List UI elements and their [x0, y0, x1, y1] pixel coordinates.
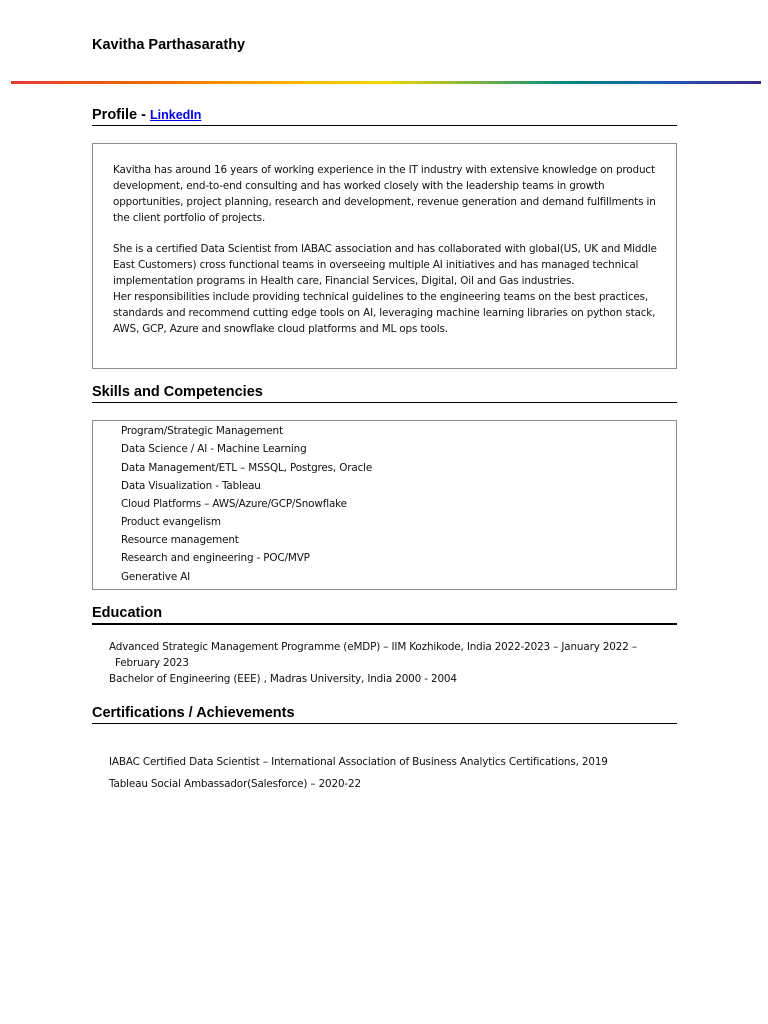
profile-paragraph-3: Her responsibilities include providing technical guidelines to the engineering teams on the best practices, standards and recommend cutting edge tools on AI, leveraging machine learning libraries on python stack, AWS, GCP, Azure and snowflake cloud platforms and ML ops tools. — [113, 291, 656, 335]
linkedin-link[interactable]: LinkedIn — [150, 108, 202, 122]
certifications-heading: Certifications / Achievements — [92, 705, 295, 721]
list-item: Product evangelism — [121, 516, 221, 528]
certification-item-1: IABAC Certified Data Scientist – International Association of Business Analytics Certifications, 2019 — [109, 756, 608, 768]
profile-rule — [92, 125, 677, 126]
education-rule — [92, 623, 677, 625]
education-item-1-cont: February 2023 — [115, 657, 189, 669]
header-divider — [11, 81, 761, 84]
list-item: Research and engineering - POC/MVP — [121, 552, 310, 564]
list-item: Data Visualization - Tableau — [121, 480, 261, 492]
certifications-rule — [92, 723, 677, 724]
profile-title: Profile - — [92, 107, 151, 123]
list-item: Data Management/ETL – MSSQL, Postgres, Oracle — [121, 462, 373, 474]
education-item-1: Advanced Strategic Management Programme (eMDP) – IIM Kozhikode, India 2022-2023 – January 2022 – — [109, 641, 637, 653]
skills-rule — [92, 402, 677, 403]
profile-box — [92, 143, 677, 369]
profile-paragraph-1: Kavitha has around 16 years of working experience in the IT industry with extensive knowledge on product development, end-to-end consulting and has worked closely with the leadership teams in growth opportunities, project planning, research and development, revenue generation and demand fulfillments in the client portfolio of projects. — [113, 164, 656, 224]
skills-heading: Skills and Competencies — [92, 384, 263, 400]
education-item-2: Bachelor of Engineering (EEE) , Madras University, India 2000 - 2004 — [109, 673, 457, 685]
list-item: Generative AI — [121, 571, 191, 583]
skills-box — [92, 420, 677, 590]
list-item: Data Science / AI - Machine Learning — [121, 443, 307, 455]
profile-heading — [92, 107, 677, 123]
candidate-name: Kavitha Parthasarathy — [92, 37, 246, 53]
list-item: Program/Strategic Management — [121, 425, 283, 437]
list-item: Resource management — [121, 534, 239, 546]
certification-item-2: Tableau Social Ambassador(Salesforce) – 2020-22 — [109, 778, 361, 790]
profile-paragraph-2: She is a certified Data Scientist from IABAC association and has collaborated with global(US, UK and Middle East Customers) cross functional teams in overseeing multiple AI initiatives and has managed technical implementation programs in Health care, Financial Services, Digital, Oil and Gas industries. — [113, 243, 657, 287]
education-heading: Education — [92, 605, 163, 621]
list-item: Cloud Platforms – AWS/Azure/GCP/Snowflake — [121, 498, 347, 510]
